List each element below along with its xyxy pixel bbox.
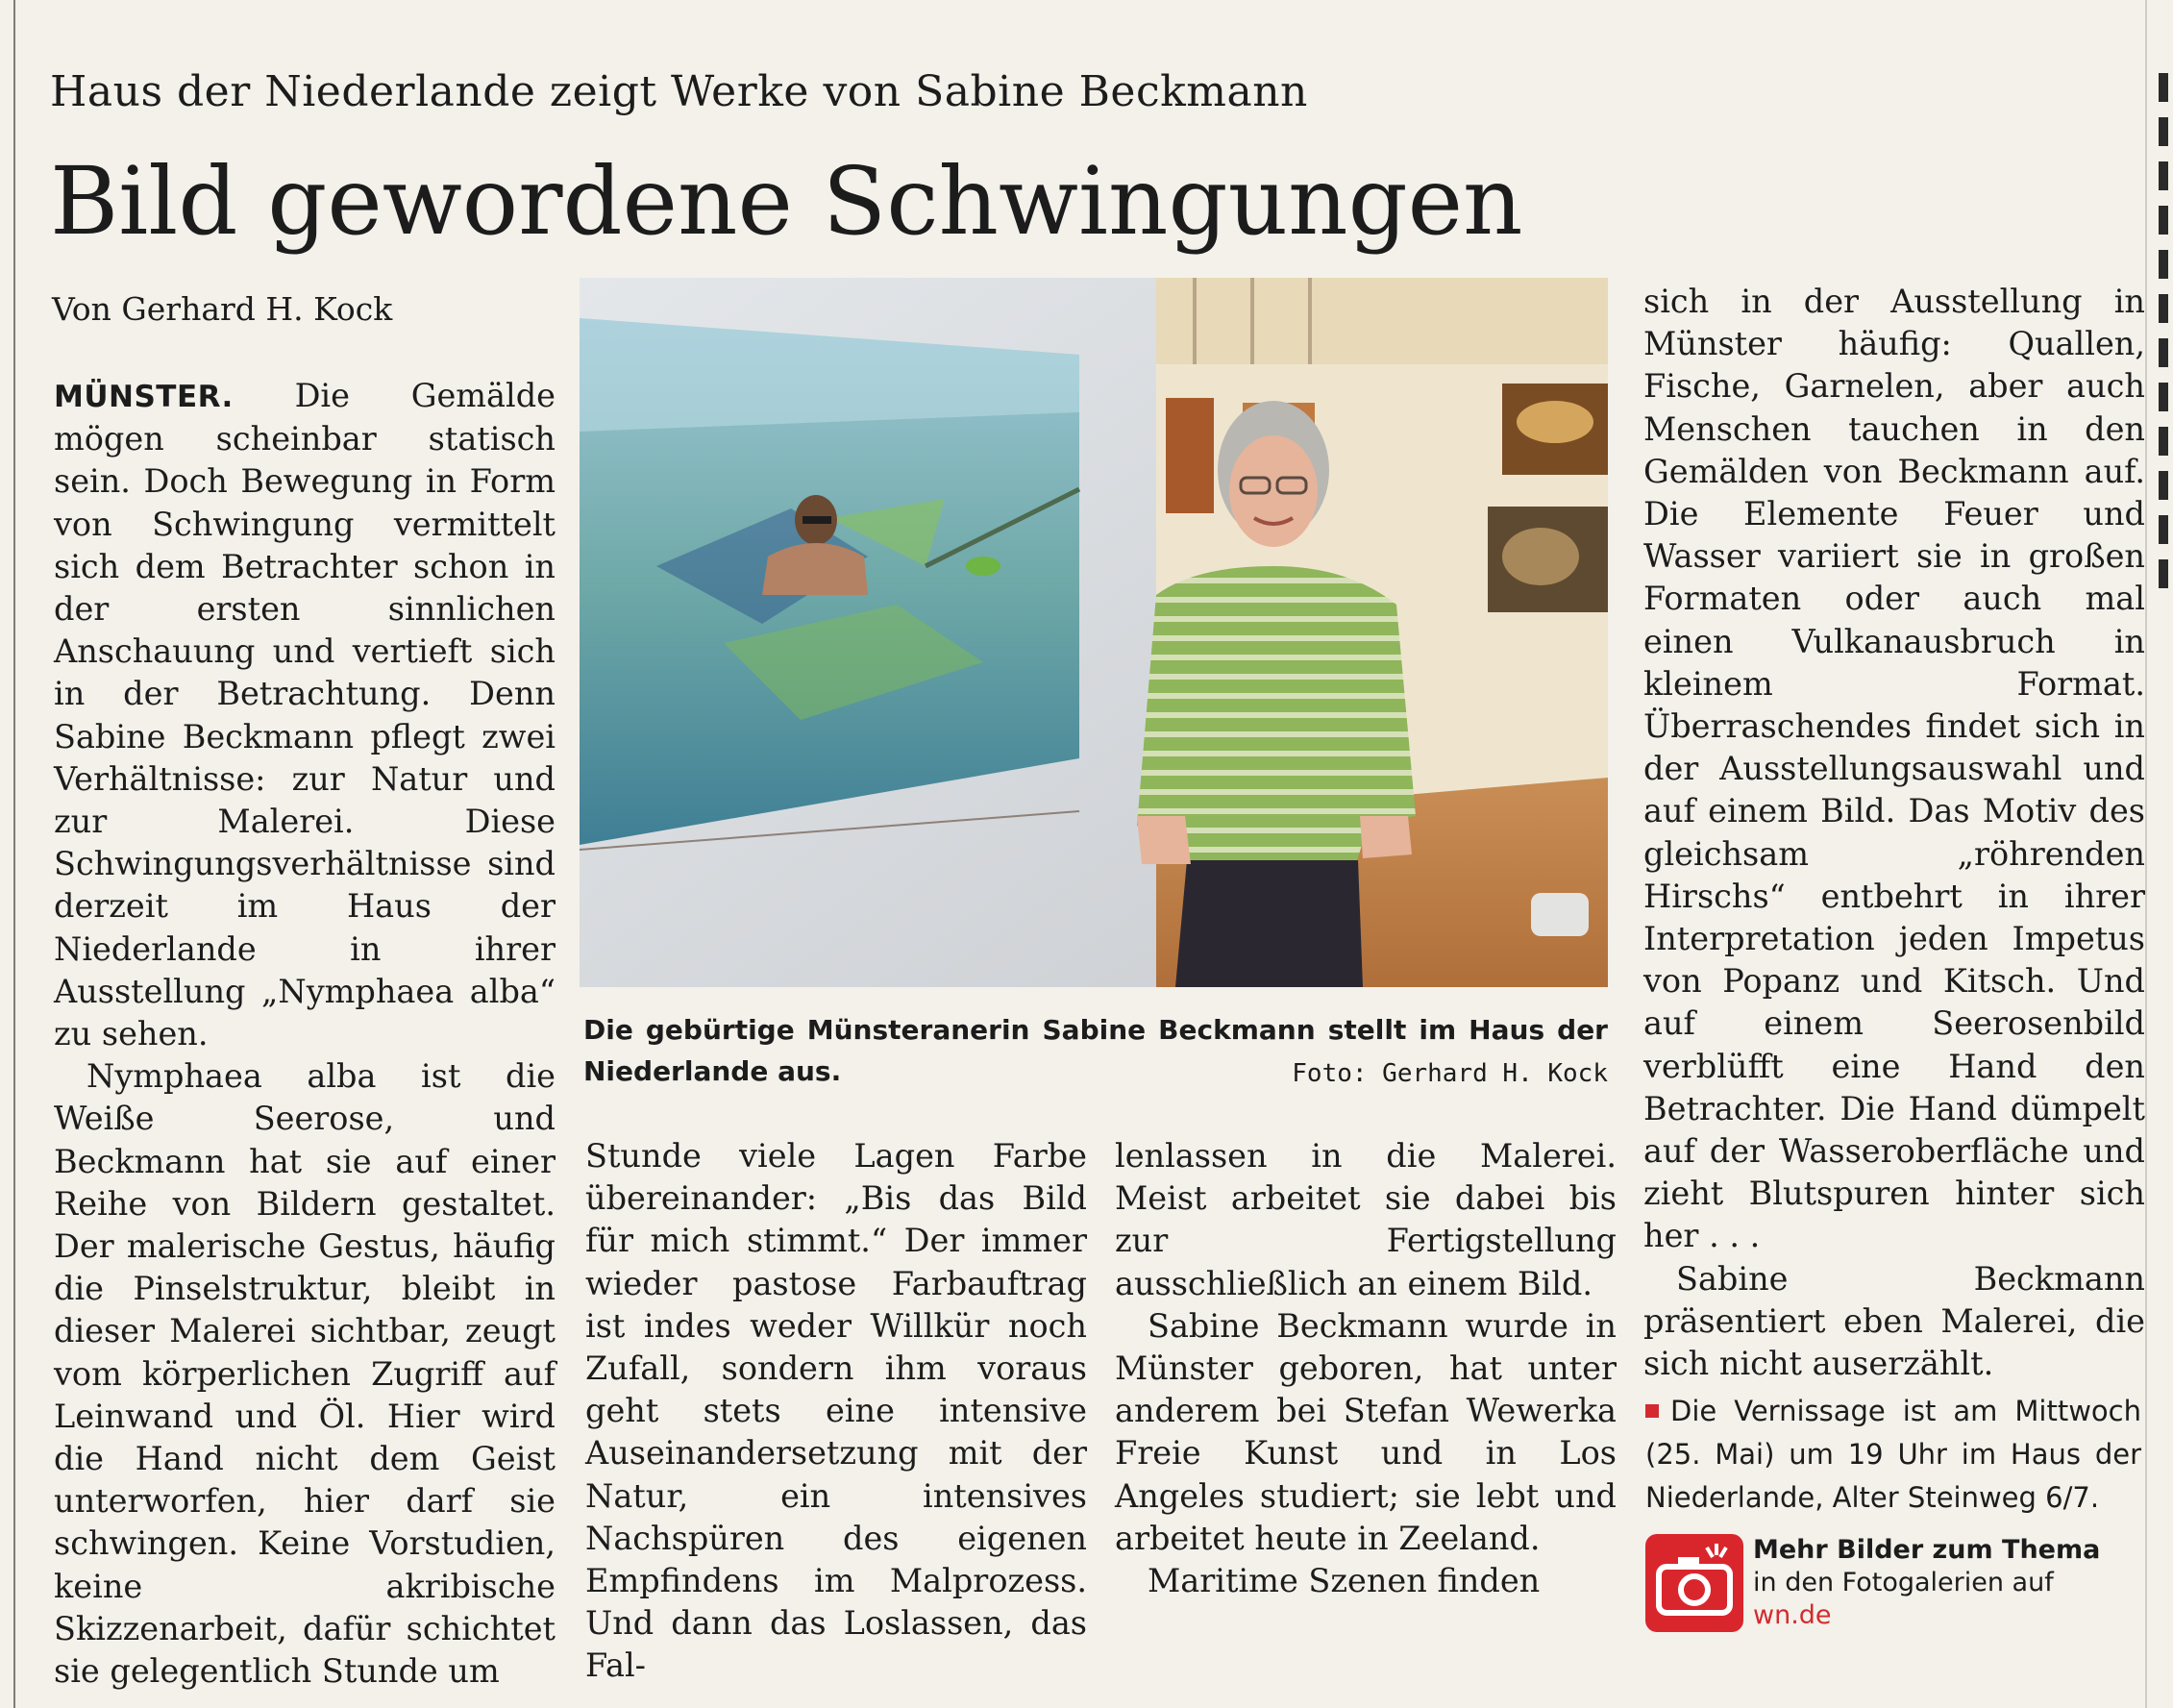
paragraph: Sabine Beckmann präsentiert eben Malerei, die sich nicht auserzählt. bbox=[1643, 1259, 2145, 1383]
dateline: MÜNSTER. bbox=[54, 380, 234, 414]
promo-text bbox=[1753, 1534, 2100, 1632]
paragraph: lenlassen in die Malerei. Meist arbeitet sie dabei bis zur Fertigstellung ausschließlich an einem Bild. bbox=[1115, 1137, 1617, 1302]
paragraph: Stunde viele Lagen Farbe übereinander: „Bis das Bild für mich stimmt.“ Der immer wieder pastose Farbauftrag ist indes weder Willkür noch Zufall, sondern ihm voraus geht stets eine intensive Auseinandersetzung mit der Natur, ein intensives Nachspüren des eigenen Empfindens im Malprozess. Und dann das Loslassen, das Fal- bbox=[585, 1137, 1087, 1685]
red-bullet-icon bbox=[1645, 1404, 1659, 1418]
camera-icon bbox=[1645, 1534, 1743, 1632]
promo-title: Mehr Bilder zum Thema bbox=[1753, 1535, 2101, 1565]
page-border-left bbox=[13, 0, 15, 1708]
article-kicker: Haus der Niederlande zeigt Werke von Sabine Beckmann bbox=[50, 67, 1308, 116]
artist-with-painting-image bbox=[580, 278, 1608, 987]
page-border-right bbox=[2145, 0, 2147, 1708]
paragraph bbox=[54, 375, 556, 1055]
vernissage-notice bbox=[1645, 1390, 2141, 1520]
notice-text: Die Vernissage ist am Mittwoch (25. Mai) um 19 Uhr im Haus der Niederlande, Alter Steinweg 6/7. bbox=[1645, 1395, 2141, 1514]
article-column-4 bbox=[1643, 281, 2145, 1385]
article-column-3 bbox=[1115, 1135, 1617, 1602]
article-headline: Bild gewordene Schwingungen bbox=[50, 147, 1523, 256]
article-column-1 bbox=[54, 375, 556, 1693]
photo-credit: Foto: Gerhard H. Kock bbox=[1292, 1059, 1608, 1088]
photo-caption: Die gebürtige Münsteranerin Sabine Beckmann stellt im Haus der Niederlande aus. bbox=[583, 1014, 1608, 1087]
photo-gallery-promo[interactable] bbox=[1645, 1534, 2145, 1640]
paragraph: Maritime Szenen finden bbox=[1148, 1562, 1541, 1600]
paragraph: Sabine Beckmann wurde in Münster geboren, hat unter anderem bei Stefan Wewerka Freie Kunst und in Los Angeles studiert; sie lebt und arbeitet heute in Zeeland. bbox=[1115, 1306, 1617, 1557]
promo-site-link[interactable]: wn.de bbox=[1753, 1600, 1832, 1630]
adjacent-article-bleed bbox=[2157, 58, 2173, 730]
paragraph: Nymphaea alba ist die Weiße Seerose, und Beckmann hat sie auf einer Reihe von Bildern gestaltet. Der malerische Gestus, häufig die Pinselstruktur, bleibt in dieser Malerei sichtbar, zeugt vom körperlichen Zugriff auf Leinwand und Öl. Hier wird die Hand nicht dem Geist unterworfen, hier darf sie schwingen. Keine Vorstudien, keine akribische Skizzenarbeit, dafür schichtet sie gelegentlich Stunde um bbox=[54, 1057, 556, 1691]
paragraph-text: Die Gemälde mögen scheinbar statisch sein. Doch Bewegung in Form von Schwingung vermittelt sich dem Betrachter schon in der ersten sinnlichen Anschauung und vertieft sich in der Betrachtung. Denn Sabine Beckmann pflegt zwei Verhältnisse: zur Natur und zur Malerei. Diese Schwingungsverhältnisse sind derzeit im Haus der Niederlande in ihrer Ausstellung „Nymphaea alba“ zu sehen. bbox=[54, 377, 556, 1053]
promo-line: in den Fotogalerien auf bbox=[1753, 1568, 2054, 1597]
article-byline: Von Gerhard H. Kock bbox=[52, 290, 393, 328]
paragraph: sich in der Ausstellung in Münster häufig: Quallen, Fische, Garnelen, aber auch Menschen tauchen in den Gemälden von Beckmann auf. Die Elemente Feuer und Wasser variiert sie in großen Formaten oder auch mal einen Vulkanausbruch in kleinem Format. Überraschendes findet sich in der Ausstellungsauswahl und auf einem Bild. Das Motiv des gleichsam „röhrenden Hirschs“ entbehrt in ihrer Interpretation jeden Impetus von Popanz und Kitsch. Und auf einem Seerosenbild verblüfft eine Hand den Betrachter. Die Hand dümpelt auf der Wasseroberfläche und zieht Blutspuren hinter sich her . . . bbox=[1643, 283, 2145, 1255]
article-photo bbox=[580, 278, 1608, 987]
article-column-2 bbox=[585, 1135, 1087, 1688]
